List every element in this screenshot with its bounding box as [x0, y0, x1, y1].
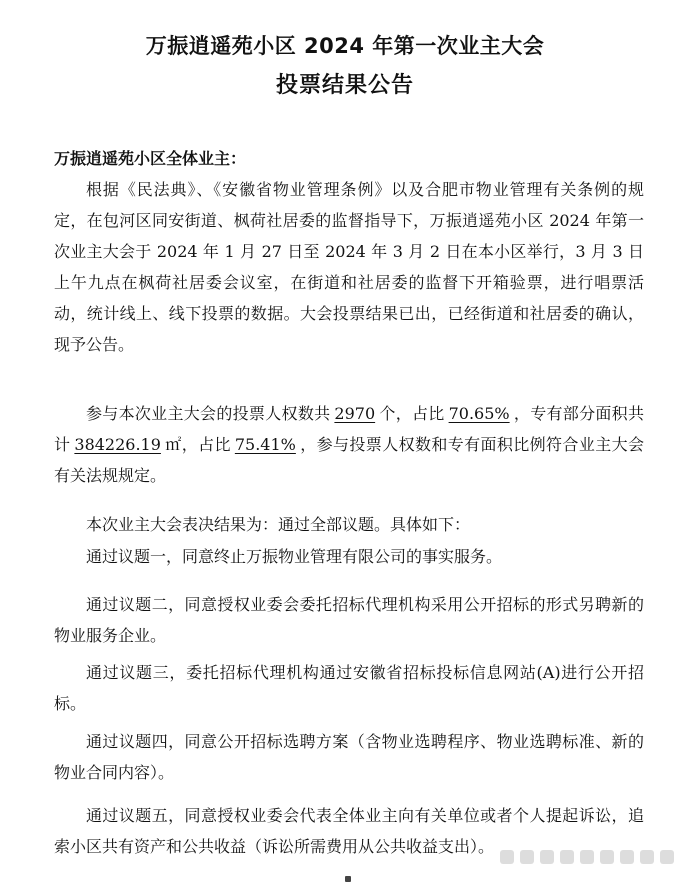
paragraph-topic-4: 通过议题四，同意公开招标选聘方案（含物业选聘程序、物业选聘标准、新的物业合同内容）。 [54, 732, 644, 782]
area-percentage: 75.41% [234, 435, 296, 454]
vote-percentage: 70.65% [448, 404, 510, 423]
paragraph-background: 根据《民法典》、《安徽省物业管理条例》以及合肥市物业管理有关条例的规定，在包河区同安街道、枫荷社居委的监督指导下，万振逍遥苑小区 2024 年第一次业主大会于 2024 年 1 月 27 日至 2024 年 3 月 2 日在本小区举行，3 月 3 日上午九点在枫荷社居委会议室，在街道和社居委的监督下开箱验票，进行唱票活动，统计线上、线下投票的数据。大会投票结果已出，已经街道和社居委的确认，现予公告。 [54, 180, 644, 354]
participation-text-a: 参与本次业主大会的投票人权数共 [86, 404, 331, 423]
area-total: 384226.19 [74, 435, 161, 454]
participation-text-b: 个，占比 [379, 404, 445, 423]
paragraph-participation [54, 398, 644, 491]
participation-text-d: ㎡，占比 [164, 435, 231, 454]
watermark-block [640, 850, 654, 864]
salutation: 万振逍遥苑小区全体业主： [54, 149, 247, 168]
watermark-overlay [500, 845, 690, 869]
watermark-block [580, 850, 594, 864]
paragraph-topic-5: 通过议题五，同意授权业委会代表全体业主向有关单位或者个人提起诉讼，追索小区共有资产和公共收益（诉讼所需费用从公共收益支出）。 [54, 806, 644, 856]
watermark-block [520, 850, 534, 864]
participation-text-e: ，参与投票人权数和专有面积比例符合业主大会有关法规规定。 [54, 435, 644, 485]
paragraph-result-summary: 本次业主大会表决结果为：通过全部议题。具体如下： [86, 515, 471, 534]
paragraph-topic-3: 通过议题三，委托招标代理机构通过安徽省招标投标信息网站(A)进行公开招标。 [54, 663, 644, 713]
page-marker [345, 876, 351, 882]
document-subtitle: 投票结果公告 [275, 73, 414, 98]
watermark-block [500, 850, 514, 864]
document-title: 万振逍遥苑小区 2024 年第一次业主大会 [145, 34, 545, 58]
vote-count: 2970 [334, 404, 376, 423]
paragraph-topic-1: 通过议题一，同意终止万振物业管理有限公司的事实服务。 [86, 547, 503, 566]
watermark-block [620, 850, 634, 864]
watermark-block [660, 850, 674, 864]
watermark-block [560, 850, 574, 864]
participation-text-c: ，专有部分面积共计 [54, 404, 644, 454]
paragraph-topic-2: 通过议题二，同意授权业委会委托招标代理机构采用公开招标的形式另聘新的物业服务企业。 [54, 595, 644, 645]
watermark-block [600, 850, 614, 864]
watermark-block [540, 850, 554, 864]
